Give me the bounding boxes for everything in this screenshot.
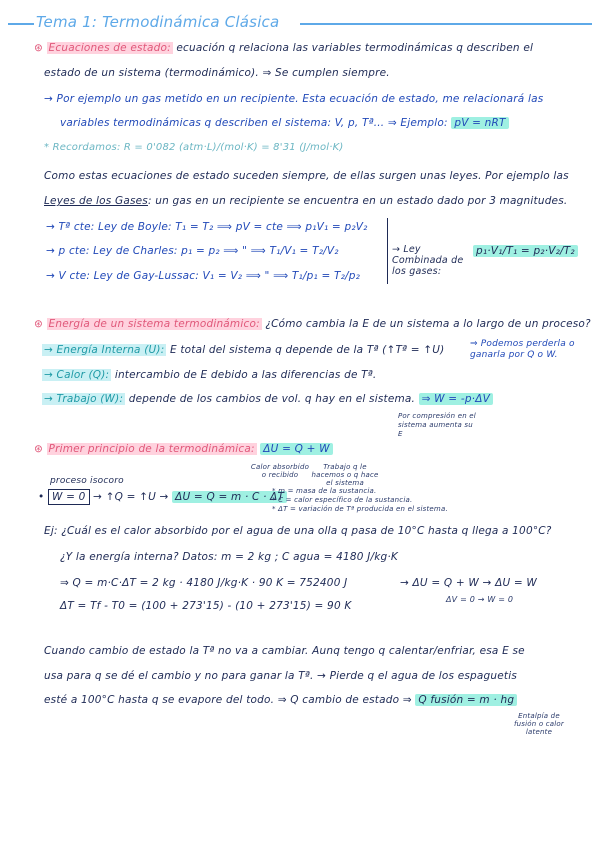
state-change-line-1: Cuando cambio de estado la Tª no va a cambiar. Aunq tengo q calentar/enfriar, esa E se: [44, 645, 525, 657]
state-equations-line-2: estado de un sistema (termodinámico). ⇒ Se cumplen siempre.: [44, 67, 390, 79]
state-variables-text: variables termodinámicas q describen el sistema: V, p, Tª... ⇒ Ejemplo:: [60, 117, 448, 129]
heat-definition: intercambio de E debido a las diferencias de Tª.: [111, 369, 377, 381]
first-principle-equation: ΔU = Q + W: [260, 443, 332, 455]
state-equations-heading: Ecuaciones de estado:: [48, 42, 171, 54]
bullet-icon: ⊛: [34, 318, 47, 330]
work-note: Por compresión en el sistema aumenta su E: [398, 412, 476, 438]
gas-constant-note: * Recordamos: R = 0'082 (atm·L)/(mol·K) = 8'31 (J/mol·K): [44, 142, 344, 153]
first-principle-heading: Primer principio de la termodinámica:: [48, 443, 255, 455]
latent-heat-equation: Q fusión = m · hg: [415, 694, 517, 706]
state-equations-line-3: → Por ejemplo un gas metido en un recipiente. Esta ecuación de estado, me relacionará las: [44, 93, 544, 105]
combined-gas-law-equation: p₁·V₁/T₁ = p₂·V₂/T₂: [473, 245, 578, 257]
bullet-dot-icon: •: [38, 491, 45, 503]
gas-laws-description: : un gas en un recipiente se encuentra en un estado dado por 3 magnitudes.: [147, 195, 568, 207]
temperature-change-definition: * ΔT = variación de Tª producida en el sistema.: [272, 505, 448, 513]
work-done-note: Trabajo q le hacemos o q hace el sistema: [311, 463, 379, 487]
state-equations-line-4: [60, 117, 509, 129]
state-change-text: esté a 100°C hasta q se evapore del todo. ⇒ Q cambio de estado ⇒: [44, 694, 412, 706]
state-equations-line-1: [34, 42, 533, 54]
work-equation: ⇒ W = -p·ΔV: [419, 393, 493, 405]
bullet-icon: ⊛: [34, 42, 47, 54]
internal-energy-note: ⇒ Podemos perderla o ganarla por Q o W.: [470, 339, 575, 360]
internal-energy-definition: E total del sistema q depende de la Tª (↑Tª = ↑U): [166, 344, 445, 356]
isochoric-label: proceso isocoro: [50, 476, 124, 486]
system-energy-line: [34, 318, 591, 330]
gas-laws-intro: Como estas ecuaciones de estado suceden siempre, de ellas surgen unas leyes. Por ejemplo las: [44, 170, 569, 182]
heat-heading: → Calor (Q):: [44, 369, 110, 381]
work-definition: depende de los cambios de vol. q hay en el sistema.: [125, 393, 416, 405]
work-heading: → Trabajo (W):: [44, 393, 124, 405]
combined-law-label: → Ley Combinada de los gases:: [392, 244, 464, 277]
first-principle-line: [34, 443, 333, 455]
gas-laws-line: [44, 195, 567, 207]
example-energy-result: → ΔU = Q + W → ΔU = W: [400, 577, 537, 589]
isochoric-equation: ΔU = Q = m · C · ΔT: [172, 491, 287, 503]
bullet-icon: ⊛: [34, 443, 47, 455]
example-volume-note: ΔV = 0 → W = 0: [446, 595, 514, 604]
charles-law: → p cte: Ley de Charles: p₁ = p₂ ⟹ " ⟹ T₁/V₁ = T₂/V₂: [46, 245, 339, 257]
example-temperature-calc: ΔT = Tf - T0 = (100 + 273'15) - (10 + 273'15) = 90 K: [60, 600, 352, 612]
zero-work-box: W = 0: [48, 489, 90, 505]
heat-line: [42, 369, 376, 381]
work-line: [42, 393, 493, 405]
example-data: ¿Y la energía interna? Datos: m = 2 kg ; C agua = 4180 J/kg·K: [60, 551, 399, 563]
title-rule-left: [8, 23, 34, 25]
ideal-gas-equation: pV = nRT: [451, 117, 508, 129]
state-change-line-3: [44, 694, 517, 706]
internal-energy-line: [42, 344, 444, 356]
gay-lussac-law: → V cte: Ley de Gay-Lussac: V₁ = V₂ ⟹ " ⟹ T₁/p₁ = T₂/p₂: [46, 270, 361, 282]
system-energy-heading: Energía de un sistema termodinámico:: [48, 318, 260, 330]
arrow-icon: →: [93, 491, 103, 503]
heat-absorbed-note: Calor absorbido o recibido: [250, 463, 310, 479]
example-question: Ej: ¿Cuál es el calor absorbido por el agua de una olla q pasa de 10°C hasta q llega a 100°C?: [44, 525, 552, 537]
specific-heat-definition: * C = calor específico de la sustancia.: [272, 496, 413, 504]
gas-laws-heading: Leyes de los Gases: [44, 195, 148, 207]
title-rule-right: [300, 23, 592, 25]
page-title: Tema 1: Termodinámica Clásica: [36, 13, 280, 31]
isochoric-chain: ↑Q = ↑U →: [105, 491, 169, 503]
latent-heat-note: Entalpía de fusión o calor latente: [514, 712, 564, 736]
state-equations-definition: ecuación q relaciona las variables termodinámicas q describen el: [172, 42, 534, 54]
example-heat-calc: ⇒ Q = m·C·ΔT = 2 kg · 4180 J/kg·K · 90 K = 752400 J: [60, 577, 348, 589]
boyle-law: → Tª cte: Ley de Boyle: T₁ = T₂ ⟹ pV = cte ⟹ p₁V₁ = p₂V₂: [46, 221, 368, 233]
system-energy-question: ¿Cómo cambia la E de un sistema a lo largo de un proceso?: [261, 318, 591, 330]
mass-definition: * m = masa de la sustancia.: [272, 487, 377, 495]
isochoric-line: [38, 491, 287, 503]
state-change-line-2: usa para q se dé el cambio y no para ganar la Tª. → Pierde q el agua de los espaguetis: [44, 670, 518, 682]
internal-energy-heading: → Energía Interna (U):: [44, 344, 165, 356]
combined-law-bracket: [387, 218, 388, 284]
